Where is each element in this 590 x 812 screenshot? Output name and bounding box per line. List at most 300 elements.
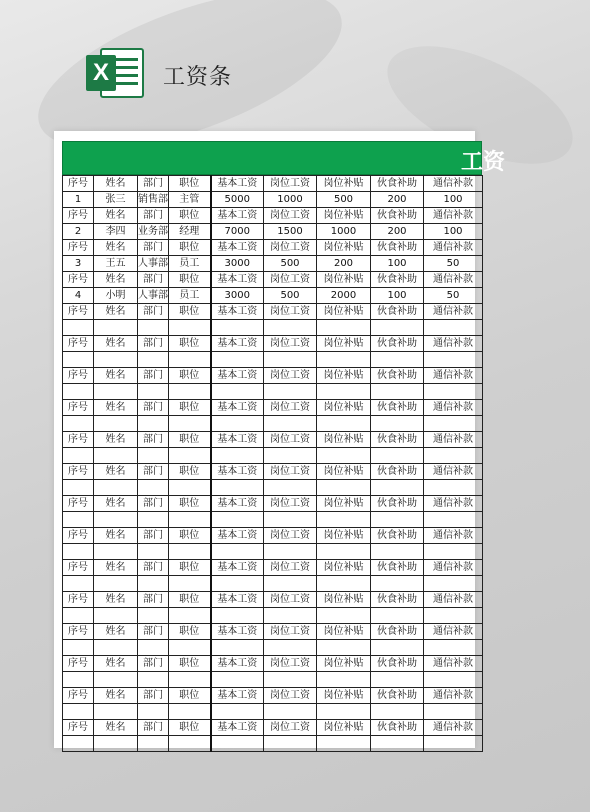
empty-cell xyxy=(264,608,317,624)
header-row xyxy=(63,400,483,416)
header-cell-comm-allowance: 通信补款 xyxy=(424,688,483,704)
empty-cell xyxy=(424,384,483,400)
empty-cell xyxy=(169,480,211,496)
cell-dept: 销售部 xyxy=(138,192,169,208)
empty-cell xyxy=(264,320,317,336)
sheet-banner xyxy=(62,141,506,175)
header-cell-name: 姓名 xyxy=(94,592,138,608)
blank-row xyxy=(63,736,483,752)
empty-cell xyxy=(138,608,169,624)
empty-cell xyxy=(169,448,211,464)
empty-cell xyxy=(169,640,211,656)
empty-cell xyxy=(317,352,371,368)
header-cell-meal-allowance: 伙食补助 xyxy=(371,688,424,704)
header-row xyxy=(63,656,483,672)
header-cell-name: 姓名 xyxy=(94,400,138,416)
empty-cell xyxy=(264,544,317,560)
empty-cell xyxy=(371,576,424,592)
header-cell-base-salary: 基本工资 xyxy=(211,432,264,448)
empty-cell xyxy=(138,320,169,336)
header-cell-seq: 序号 xyxy=(63,720,94,736)
empty-cell xyxy=(94,384,138,400)
blank-row xyxy=(63,672,483,688)
header-row xyxy=(63,496,483,512)
header-cell-seq: 序号 xyxy=(63,592,94,608)
cell-post-salary: 1500 xyxy=(264,224,317,240)
empty-cell xyxy=(317,608,371,624)
header-cell-post-salary: 岗位工资 xyxy=(264,176,317,192)
header-cell-comm-allowance: 通信补款 xyxy=(424,336,483,352)
cell-seq: 3 xyxy=(63,256,94,272)
header-cell-name: 姓名 xyxy=(94,656,138,672)
header-cell-post-salary: 岗位工资 xyxy=(264,304,317,320)
empty-cell xyxy=(94,576,138,592)
empty-cell xyxy=(264,384,317,400)
empty-cell xyxy=(211,416,264,432)
header-cell-post-salary: 岗位工资 xyxy=(264,240,317,256)
empty-cell xyxy=(94,608,138,624)
empty-cell xyxy=(371,544,424,560)
cell-name: 张三 xyxy=(94,192,138,208)
cell-comm-allowance: 100 xyxy=(424,224,483,240)
header-cell-base-salary: 基本工资 xyxy=(211,560,264,576)
empty-cell xyxy=(211,704,264,720)
cell-position: 员工 xyxy=(169,256,211,272)
empty-cell xyxy=(211,352,264,368)
header-cell-meal-allowance: 伙食补助 xyxy=(371,464,424,480)
empty-cell xyxy=(264,480,317,496)
header-cell-post-allowance: 岗位补贴 xyxy=(317,240,371,256)
header-row xyxy=(63,208,483,224)
header-cell-comm-allowance: 通信补款 xyxy=(424,304,483,320)
header-cell-position: 职位 xyxy=(169,528,211,544)
empty-cell xyxy=(63,704,94,720)
header-cell-position: 职位 xyxy=(169,368,211,384)
header-cell-base-salary: 基本工资 xyxy=(211,592,264,608)
cell-comm-allowance: 50 xyxy=(424,256,483,272)
empty-cell xyxy=(371,416,424,432)
empty-cell xyxy=(264,640,317,656)
empty-cell xyxy=(264,416,317,432)
header-cell-name: 姓名 xyxy=(94,464,138,480)
empty-cell xyxy=(169,416,211,432)
empty-cell xyxy=(371,480,424,496)
header-cell-position: 职位 xyxy=(169,240,211,256)
header-row xyxy=(63,560,483,576)
cell-name: 王五 xyxy=(94,256,138,272)
header-cell-dept: 部门 xyxy=(138,368,169,384)
header-cell-dept: 部门 xyxy=(138,656,169,672)
header-cell-dept: 部门 xyxy=(138,528,169,544)
empty-cell xyxy=(63,640,94,656)
empty-cell xyxy=(138,480,169,496)
empty-cell xyxy=(211,448,264,464)
empty-cell xyxy=(63,448,94,464)
blank-row xyxy=(63,352,483,368)
excel-icon xyxy=(86,48,146,98)
header-cell-post-salary: 岗位工资 xyxy=(264,368,317,384)
table-row xyxy=(63,192,483,208)
blank-row xyxy=(63,512,483,528)
empty-cell xyxy=(94,416,138,432)
empty-cell xyxy=(94,512,138,528)
header-cell-base-salary: 基本工资 xyxy=(211,688,264,704)
empty-cell xyxy=(371,640,424,656)
empty-cell xyxy=(424,448,483,464)
header-cell-post-salary: 岗位工资 xyxy=(264,528,317,544)
empty-cell xyxy=(211,480,264,496)
cell-base-salary: 3000 xyxy=(211,256,264,272)
header-cell-seq: 序号 xyxy=(63,464,94,480)
empty-cell xyxy=(371,736,424,752)
cell-post-allowance: 1000 xyxy=(317,224,371,240)
header-cell-dept: 部门 xyxy=(138,496,169,512)
header-cell-seq: 序号 xyxy=(63,176,94,192)
empty-cell xyxy=(169,544,211,560)
empty-cell xyxy=(169,736,211,752)
header-cell-post-salary: 岗位工资 xyxy=(264,720,317,736)
header-cell-dept: 部门 xyxy=(138,400,169,416)
header-cell-dept: 部门 xyxy=(138,240,169,256)
empty-cell xyxy=(94,704,138,720)
empty-cell xyxy=(63,672,94,688)
header-row xyxy=(63,592,483,608)
header-cell-base-salary: 基本工资 xyxy=(211,176,264,192)
empty-cell xyxy=(317,416,371,432)
blank-row xyxy=(63,640,483,656)
header-row xyxy=(63,240,483,256)
header-cell-name: 姓名 xyxy=(94,624,138,640)
header-cell-position: 职位 xyxy=(169,560,211,576)
header-row xyxy=(63,176,483,192)
empty-cell xyxy=(94,672,138,688)
empty-cell xyxy=(424,416,483,432)
empty-cell xyxy=(371,672,424,688)
header-cell-position: 职位 xyxy=(169,720,211,736)
blank-row xyxy=(63,480,483,496)
header-cell-comm-allowance: 通信补款 xyxy=(424,560,483,576)
header-cell-name: 姓名 xyxy=(94,176,138,192)
header-cell-meal-allowance: 伙食补助 xyxy=(371,496,424,512)
empty-cell xyxy=(424,352,483,368)
header-cell-post-salary: 岗位工资 xyxy=(264,624,317,640)
header-cell-base-salary: 基本工资 xyxy=(211,368,264,384)
header-cell-seq: 序号 xyxy=(63,528,94,544)
header-cell-meal-allowance: 伙食补助 xyxy=(371,720,424,736)
excel-x-letter: X xyxy=(86,55,116,91)
blank-row xyxy=(63,448,483,464)
header-cell-name: 姓名 xyxy=(94,688,138,704)
header-cell-seq: 序号 xyxy=(63,400,94,416)
header-cell-post-allowance: 岗位补贴 xyxy=(317,528,371,544)
empty-cell xyxy=(371,608,424,624)
header-cell-post-allowance: 岗位补贴 xyxy=(317,560,371,576)
header-row xyxy=(63,624,483,640)
header-cell-position: 职位 xyxy=(169,464,211,480)
header-cell-seq: 序号 xyxy=(63,336,94,352)
header-cell-base-salary: 基本工资 xyxy=(211,656,264,672)
empty-cell xyxy=(264,512,317,528)
header-cell-position: 职位 xyxy=(169,624,211,640)
blank-row xyxy=(63,704,483,720)
header-cell-comm-allowance: 通信补款 xyxy=(424,528,483,544)
header-cell-post-allowance: 岗位补贴 xyxy=(317,336,371,352)
empty-cell xyxy=(424,704,483,720)
header-cell-comm-allowance: 通信补款 xyxy=(424,208,483,224)
empty-cell xyxy=(371,352,424,368)
header-cell-seq: 序号 xyxy=(63,496,94,512)
empty-cell xyxy=(94,736,138,752)
empty-cell xyxy=(371,704,424,720)
empty-cell xyxy=(317,384,371,400)
empty-cell xyxy=(264,704,317,720)
empty-cell xyxy=(63,576,94,592)
header-cell-post-allowance: 岗位补贴 xyxy=(317,368,371,384)
header-cell-seq: 序号 xyxy=(63,304,94,320)
empty-cell xyxy=(138,416,169,432)
header-cell-post-allowance: 岗位补贴 xyxy=(317,304,371,320)
header-cell-post-allowance: 岗位补贴 xyxy=(317,720,371,736)
empty-cell xyxy=(264,352,317,368)
header-cell-meal-allowance: 伙食补助 xyxy=(371,176,424,192)
header-cell-position: 职位 xyxy=(169,592,211,608)
header-row xyxy=(63,368,483,384)
header-cell-post-salary: 岗位工资 xyxy=(264,656,317,672)
header-cell-name: 姓名 xyxy=(94,720,138,736)
header-cell-base-salary: 基本工资 xyxy=(211,336,264,352)
empty-cell xyxy=(169,320,211,336)
header-cell-name: 姓名 xyxy=(94,336,138,352)
header-cell-post-salary: 岗位工资 xyxy=(264,336,317,352)
header-cell-post-allowance: 岗位补贴 xyxy=(317,496,371,512)
blank-row xyxy=(63,576,483,592)
header-cell-base-salary: 基本工资 xyxy=(211,496,264,512)
empty-cell xyxy=(138,384,169,400)
header-cell-meal-allowance: 伙食补助 xyxy=(371,368,424,384)
empty-cell xyxy=(94,480,138,496)
cell-post-allowance: 200 xyxy=(317,256,371,272)
empty-cell xyxy=(424,544,483,560)
header-cell-name: 姓名 xyxy=(94,304,138,320)
empty-cell xyxy=(317,544,371,560)
empty-cell xyxy=(94,544,138,560)
empty-cell xyxy=(317,704,371,720)
empty-cell xyxy=(169,512,211,528)
header-cell-post-allowance: 岗位补贴 xyxy=(317,656,371,672)
cell-name: 李四 xyxy=(94,224,138,240)
header-cell-post-allowance: 岗位补贴 xyxy=(317,464,371,480)
empty-cell xyxy=(138,640,169,656)
empty-cell xyxy=(371,512,424,528)
cell-meal-allowance: 200 xyxy=(371,192,424,208)
header-cell-comm-allowance: 通信补款 xyxy=(424,592,483,608)
header-cell-meal-allowance: 伙食补助 xyxy=(371,272,424,288)
header-cell-base-salary: 基本工资 xyxy=(211,400,264,416)
empty-cell xyxy=(317,320,371,336)
empty-cell xyxy=(211,544,264,560)
header-cell-dept: 部门 xyxy=(138,304,169,320)
header-cell-position: 职位 xyxy=(169,496,211,512)
header-cell-name: 姓名 xyxy=(94,240,138,256)
table-row xyxy=(63,288,483,304)
header-cell-dept: 部门 xyxy=(138,720,169,736)
header-cell-comm-allowance: 通信补款 xyxy=(424,624,483,640)
empty-cell xyxy=(63,416,94,432)
header-cell-name: 姓名 xyxy=(94,496,138,512)
header-cell-post-allowance: 岗位补贴 xyxy=(317,592,371,608)
cell-post-salary: 1000 xyxy=(264,192,317,208)
cell-post-allowance: 500 xyxy=(317,192,371,208)
cell-post-salary: 500 xyxy=(264,256,317,272)
empty-cell xyxy=(317,736,371,752)
header-cell-post-salary: 岗位工资 xyxy=(264,400,317,416)
empty-cell xyxy=(317,512,371,528)
header-cell-name: 姓名 xyxy=(94,368,138,384)
cell-seq: 4 xyxy=(63,288,94,304)
empty-cell xyxy=(138,576,169,592)
empty-cell xyxy=(317,640,371,656)
empty-cell xyxy=(371,320,424,336)
cell-position: 经理 xyxy=(169,224,211,240)
header-row xyxy=(63,272,483,288)
empty-cell xyxy=(371,384,424,400)
header-row xyxy=(63,464,483,480)
header-cell-comm-allowance: 通信补款 xyxy=(424,400,483,416)
header-cell-seq: 序号 xyxy=(63,560,94,576)
empty-cell xyxy=(138,512,169,528)
header-cell-base-salary: 基本工资 xyxy=(211,304,264,320)
blank-row xyxy=(63,320,483,336)
blank-row xyxy=(63,544,483,560)
empty-cell xyxy=(63,384,94,400)
header-cell-comm-allowance: 通信补款 xyxy=(424,496,483,512)
header-cell-seq: 序号 xyxy=(63,688,94,704)
header-cell-meal-allowance: 伙食补助 xyxy=(371,432,424,448)
header-cell-meal-allowance: 伙食补助 xyxy=(371,400,424,416)
empty-cell xyxy=(424,672,483,688)
header-cell-position: 职位 xyxy=(169,688,211,704)
empty-cell xyxy=(424,736,483,752)
header-cell-name: 姓名 xyxy=(94,528,138,544)
header-cell-dept: 部门 xyxy=(138,592,169,608)
cell-base-salary: 5000 xyxy=(211,192,264,208)
empty-cell xyxy=(138,544,169,560)
header-cell-comm-allowance: 通信补款 xyxy=(424,368,483,384)
header-cell-post-allowance: 岗位补贴 xyxy=(317,624,371,640)
empty-cell xyxy=(211,384,264,400)
empty-cell xyxy=(63,544,94,560)
cell-comm-allowance: 100 xyxy=(424,192,483,208)
empty-cell xyxy=(138,736,169,752)
header-cell-meal-allowance: 伙食补助 xyxy=(371,304,424,320)
empty-cell xyxy=(169,608,211,624)
spreadsheet-preview xyxy=(54,131,506,748)
header-cell-base-salary: 基本工资 xyxy=(211,272,264,288)
empty-cell xyxy=(138,448,169,464)
header-cell-comm-allowance: 通信补款 xyxy=(424,272,483,288)
blank-row xyxy=(63,416,483,432)
cell-meal-allowance: 100 xyxy=(371,288,424,304)
header-cell-post-salary: 岗位工资 xyxy=(264,272,317,288)
cell-meal-allowance: 200 xyxy=(371,224,424,240)
header-cell-dept: 部门 xyxy=(138,272,169,288)
header-cell-dept: 部门 xyxy=(138,624,169,640)
header-cell-name: 姓名 xyxy=(94,208,138,224)
header-cell-base-salary: 基本工资 xyxy=(211,464,264,480)
cell-dept: 业务部 xyxy=(138,224,169,240)
cell-seq: 1 xyxy=(63,192,94,208)
cell-post-allowance: 2000 xyxy=(317,288,371,304)
header-cell-meal-allowance: 伙食补助 xyxy=(371,336,424,352)
header-row xyxy=(63,432,483,448)
header-row xyxy=(63,528,483,544)
empty-cell xyxy=(424,640,483,656)
header-cell-seq: 序号 xyxy=(63,208,94,224)
header-cell-comm-allowance: 通信补款 xyxy=(424,176,483,192)
empty-cell xyxy=(169,384,211,400)
header-cell-position: 职位 xyxy=(169,400,211,416)
header-cell-meal-allowance: 伙食补助 xyxy=(371,560,424,576)
empty-cell xyxy=(264,448,317,464)
header-cell-meal-allowance: 伙食补助 xyxy=(371,592,424,608)
page-title: 工资条 xyxy=(163,65,233,90)
empty-cell xyxy=(211,640,264,656)
header-cell-post-allowance: 岗位补贴 xyxy=(317,432,371,448)
header-cell-meal-allowance: 伙食补助 xyxy=(371,240,424,256)
empty-cell xyxy=(211,672,264,688)
header-row xyxy=(63,336,483,352)
empty-cell xyxy=(317,672,371,688)
cell-post-salary: 500 xyxy=(264,288,317,304)
header-row xyxy=(63,720,483,736)
empty-cell xyxy=(169,352,211,368)
header-cell-post-salary: 岗位工资 xyxy=(264,208,317,224)
empty-cell xyxy=(424,512,483,528)
blank-row xyxy=(63,608,483,624)
table-row xyxy=(63,224,483,240)
cell-position: 员工 xyxy=(169,288,211,304)
empty-cell xyxy=(317,576,371,592)
header-cell-seq: 序号 xyxy=(63,240,94,256)
header-cell-dept: 部门 xyxy=(138,688,169,704)
header-cell-seq: 序号 xyxy=(63,656,94,672)
header-cell-dept: 部门 xyxy=(138,176,169,192)
header-cell-post-allowance: 岗位补贴 xyxy=(317,688,371,704)
cell-comm-allowance: 50 xyxy=(424,288,483,304)
empty-cell xyxy=(169,672,211,688)
header-cell-base-salary: 基本工资 xyxy=(211,240,264,256)
cell-position: 主管 xyxy=(169,192,211,208)
blank-row xyxy=(63,384,483,400)
header-cell-dept: 部门 xyxy=(138,208,169,224)
header-cell-base-salary: 基本工资 xyxy=(211,208,264,224)
empty-cell xyxy=(424,576,483,592)
empty-cell xyxy=(169,704,211,720)
empty-cell xyxy=(94,352,138,368)
header-cell-base-salary: 基本工资 xyxy=(211,720,264,736)
empty-cell xyxy=(63,480,94,496)
header-cell-post-allowance: 岗位补贴 xyxy=(317,272,371,288)
empty-cell xyxy=(94,448,138,464)
header-cell-comm-allowance: 通信补款 xyxy=(424,432,483,448)
header-cell-seq: 序号 xyxy=(63,624,94,640)
empty-cell xyxy=(264,672,317,688)
empty-cell xyxy=(211,320,264,336)
header-cell-post-salary: 岗位工资 xyxy=(264,464,317,480)
empty-cell xyxy=(63,736,94,752)
header-cell-meal-allowance: 伙食补助 xyxy=(371,528,424,544)
empty-cell xyxy=(138,672,169,688)
